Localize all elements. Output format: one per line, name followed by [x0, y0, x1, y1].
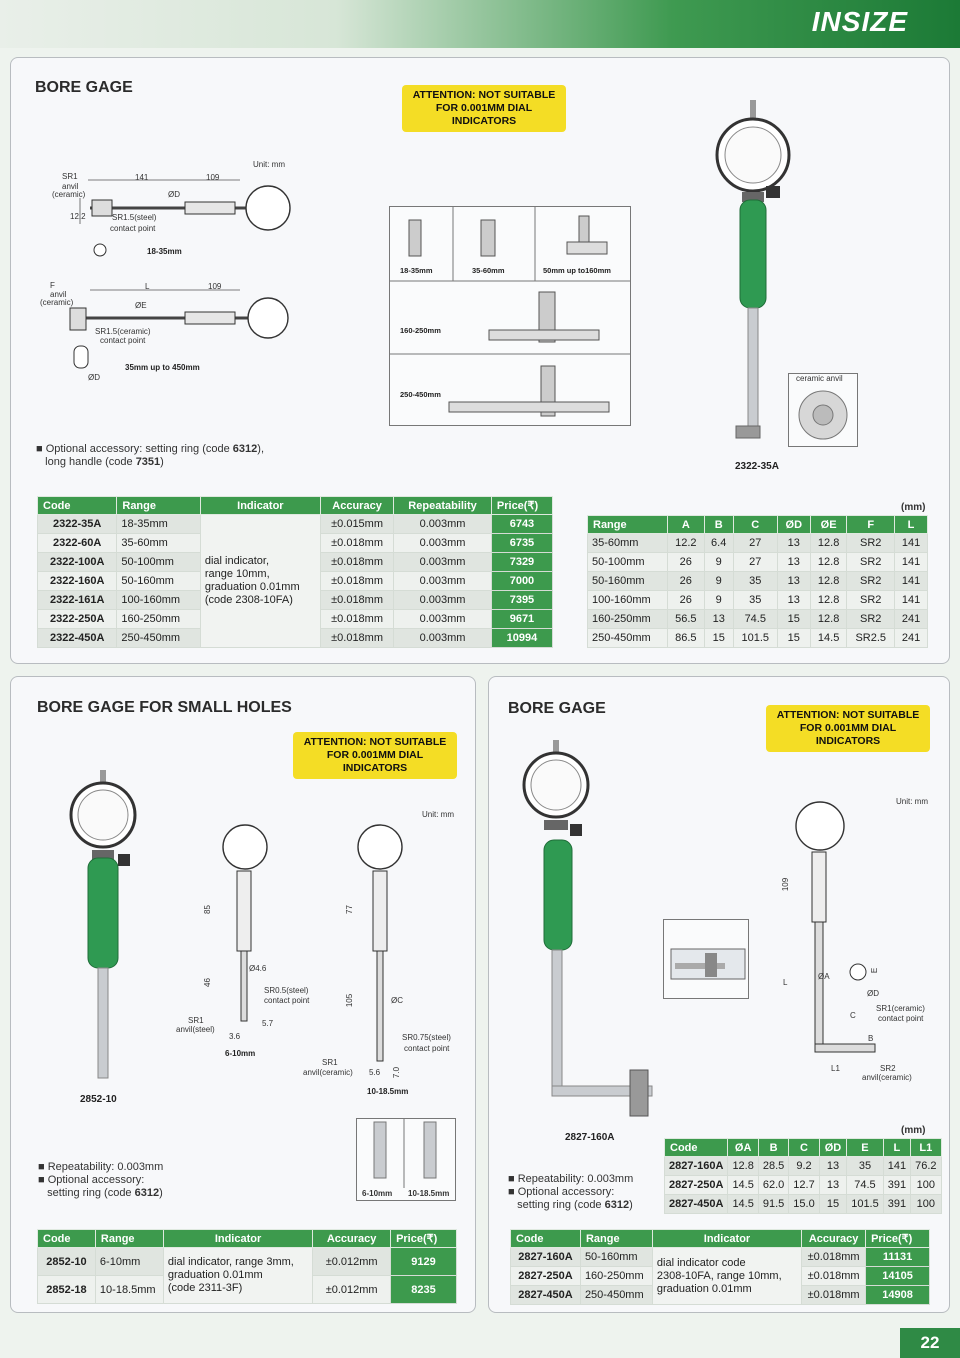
- dim-unit-label-3: (mm): [901, 1125, 926, 1136]
- table-row: [588, 591, 928, 610]
- unit-label-2: Unit: mm: [422, 810, 454, 819]
- cell-range: 250-450mm: [117, 629, 200, 648]
- th-dim: F: [847, 516, 895, 534]
- cell-repeat: 0.003mm: [394, 534, 492, 553]
- cell: 15: [819, 1195, 847, 1214]
- cell: 13: [704, 610, 733, 629]
- cell: 27: [733, 553, 777, 572]
- cell-price: 10994: [491, 629, 552, 648]
- attention-badge: ATTENTION: NOT SUITABLE FOR 0.001MM DIAL INDICATORS: [402, 85, 566, 132]
- dim-unit-label: (mm): [901, 502, 926, 513]
- cell: 250-450mm: [588, 629, 668, 648]
- inset-label-10-18: 10-18.5mm: [408, 1189, 450, 1198]
- dimension-table-2827: [664, 1138, 942, 1214]
- dimension-table-2322: [587, 515, 928, 648]
- notes-2827: ■ Repeatability: 0.003mm ■ Optional accessory: setting ring (code 6312): [508, 1173, 634, 1211]
- cell: 9: [704, 553, 733, 572]
- cell: 74.5: [733, 610, 777, 629]
- dim-12: 12.2: [70, 212, 86, 221]
- dim-b: B: [868, 1034, 874, 1043]
- cell-accuracy: ±0.018mm: [320, 534, 393, 553]
- accessory-note: ■ Optional accessory: setting ring (code 6312), long handle (code 7351): [36, 443, 265, 468]
- th-dim: B: [704, 516, 733, 534]
- dim-105: 105: [345, 993, 355, 1008]
- dim-85: 85: [202, 905, 212, 914]
- spec-table-2852: [37, 1229, 457, 1304]
- th-dim: L1: [911, 1139, 941, 1157]
- cell: 35: [733, 572, 777, 591]
- th-price: Price(₹): [491, 497, 552, 515]
- cell: 241: [895, 610, 928, 629]
- cell: 9: [704, 572, 733, 591]
- label-sr075: SR0.75(steel): [402, 1033, 451, 1042]
- product-illustration-2827-160A: [520, 740, 660, 1120]
- cell: 26: [668, 553, 705, 572]
- th-range: Range: [117, 497, 200, 515]
- table-row: [588, 629, 928, 648]
- th-code: Code: [38, 1230, 96, 1248]
- th-code: Code: [38, 497, 117, 515]
- cell: 91.5: [758, 1195, 788, 1214]
- ceramic-anvil-image: [788, 385, 858, 445]
- cell-price: 7395: [491, 591, 552, 610]
- th-dim: ØA: [728, 1139, 758, 1157]
- th-dim: C: [789, 1139, 819, 1157]
- cell-price: 14908: [866, 1286, 930, 1305]
- th-indicator: Indicator: [652, 1230, 801, 1248]
- cell: 50-100mm: [588, 553, 668, 572]
- cell: 86.5: [668, 629, 705, 648]
- cell: 74.5: [847, 1176, 884, 1195]
- inset-label-6-10: 6-10mm: [362, 1189, 393, 1198]
- label-anvil: anvil: [62, 182, 79, 191]
- th-dim: C: [733, 516, 777, 534]
- cell: 13: [819, 1176, 847, 1195]
- brand-logo: INSIZE: [811, 6, 908, 37]
- th-range: Range: [95, 1230, 163, 1248]
- cell-range: 50-160mm: [117, 572, 200, 591]
- th-dim: ØE: [810, 516, 847, 534]
- cell: 35: [733, 591, 777, 610]
- cell-range: 50-160mm: [580, 1248, 652, 1267]
- label-contact-4: contact point: [404, 1044, 450, 1053]
- cell: 12.8: [728, 1157, 758, 1176]
- th-accuracy: Accuracy: [313, 1230, 391, 1248]
- cell: SR2: [847, 610, 895, 629]
- cell: 160-250mm: [588, 610, 668, 629]
- page-number: 22: [900, 1328, 960, 1358]
- label-contact-3: contact point: [264, 996, 310, 1005]
- cell-code: 2322-161A: [38, 591, 117, 610]
- cell: 56.5: [668, 610, 705, 629]
- label-sr15c: SR1.5(ceramic): [95, 327, 151, 336]
- dim-e: E: [870, 967, 880, 974]
- cell: 12.7: [789, 1176, 819, 1195]
- dim-l-3: L: [783, 978, 788, 987]
- cell-code: 2322-35A: [38, 515, 117, 534]
- label-anvil-ceramic: anvil(ceramic): [303, 1068, 353, 1077]
- cell-accuracy: ±0.018mm: [320, 610, 393, 629]
- cell-repeat: 0.003mm: [394, 629, 492, 648]
- label-ceramic2: (ceramic): [40, 298, 74, 307]
- th-range: Range: [580, 1230, 652, 1248]
- cell: 9.2: [789, 1157, 819, 1176]
- cell-price: 7000: [491, 572, 552, 591]
- th-code: Code: [511, 1230, 581, 1248]
- range-6-10: 6-10mm: [225, 1049, 256, 1058]
- cell: SR2: [847, 591, 895, 610]
- cell-price: 11131: [866, 1248, 930, 1267]
- cell-code: 2322-450A: [38, 629, 117, 648]
- attention-badge-3: ATTENTION: NOT SUITABLE FOR 0.001MM DIAL INDICATORS: [766, 705, 930, 752]
- label-sr1-2: SR1: [188, 1016, 204, 1025]
- label-contact: contact point: [110, 224, 156, 233]
- table-row: [588, 572, 928, 591]
- table-row: [588, 610, 928, 629]
- dim-l: L: [145, 282, 150, 291]
- th-dim: L: [883, 1139, 910, 1157]
- dim-phic: ØC: [391, 996, 403, 1005]
- cell: 101.5: [847, 1195, 884, 1214]
- cell: 141: [883, 1157, 910, 1176]
- th-price: Price(₹): [391, 1230, 457, 1248]
- dim-c: C: [850, 1011, 856, 1020]
- cell-price: 9671: [491, 610, 552, 629]
- product-label-2322-35A: 2322-35A: [735, 461, 779, 472]
- table-row: [665, 1176, 942, 1195]
- table-row: [38, 515, 553, 534]
- cell-range: 35-60mm: [117, 534, 200, 553]
- anvil-inset-image: [356, 1118, 456, 1188]
- product-illustration-2852-10: [62, 770, 152, 1090]
- cell: 12.8: [810, 534, 847, 553]
- spec-table-2322: [37, 496, 553, 648]
- cell: 12.8: [810, 591, 847, 610]
- cell: SR2: [847, 534, 895, 553]
- cell: 27: [733, 534, 777, 553]
- dim-141: 141: [135, 173, 149, 182]
- cell: 13: [777, 534, 810, 553]
- notes-small-holes: ■ Repeatability: 0.003mm ■ Optional accessory: setting ring (code 6312): [38, 1161, 164, 1199]
- cell: 26: [668, 572, 705, 591]
- dim-109b: 109: [208, 282, 222, 291]
- cell: 12.2: [668, 534, 705, 553]
- dim-phie: ØE: [135, 301, 147, 310]
- cell: 35: [847, 1157, 884, 1176]
- cell-range: 250-450mm: [580, 1286, 652, 1305]
- cell-accuracy: ±0.018mm: [320, 553, 393, 572]
- cell: SR2: [847, 572, 895, 591]
- label-sr2: SR2: [880, 1064, 896, 1073]
- table-row: [665, 1157, 942, 1176]
- cell: 35-60mm: [588, 534, 668, 553]
- th-price: Price(₹): [866, 1230, 930, 1248]
- cell-code: 2322-100A: [38, 553, 117, 572]
- cell-repeat: 0.003mm: [394, 515, 492, 534]
- section-title-small-holes: BORE GAGE FOR SMALL HOLES: [37, 699, 292, 716]
- label-contact-5: contact point: [878, 1014, 924, 1023]
- cell-repeat: 0.003mm: [394, 591, 492, 610]
- cell-price: 14105: [866, 1267, 930, 1286]
- cell-range: 100-160mm: [117, 591, 200, 610]
- th-dim: ØD: [819, 1139, 847, 1157]
- dim-36: 3.6: [229, 1032, 241, 1041]
- th-dim: E: [847, 1139, 884, 1157]
- table-row: [588, 534, 928, 553]
- cell-repeat: 0.003mm: [394, 610, 492, 629]
- range-10-18: 10-18.5mm: [367, 1087, 409, 1096]
- dim-phi: ØD: [168, 190, 180, 199]
- cell-code: 2852-18: [38, 1276, 96, 1304]
- cell-price: 9129: [391, 1248, 457, 1276]
- head-label-18-35: 18-35mm: [400, 266, 433, 275]
- table-row: [588, 553, 928, 572]
- cell-accuracy: ±0.018mm: [320, 572, 393, 591]
- unit-label-3: Unit: mm: [896, 797, 928, 806]
- cell-code: 2322-160A: [38, 572, 117, 591]
- th-repeat: Repeatability: [394, 497, 492, 515]
- header-bar: [0, 0, 960, 48]
- cell: 2827-250A: [665, 1176, 728, 1195]
- label-contact2: contact point: [100, 336, 146, 345]
- dim-77: 77: [344, 905, 354, 914]
- cell: 14.5: [728, 1195, 758, 1214]
- measurement-inset-image: [663, 919, 749, 999]
- cell-code: 2827-250A: [511, 1267, 581, 1286]
- label-sr1-3: SR1: [322, 1058, 338, 1067]
- cell: 9: [704, 591, 733, 610]
- cell-range: 160-250mm: [580, 1267, 652, 1286]
- product-label-2827-160A: 2827-160A: [565, 1132, 615, 1143]
- cell-indicator: dial indicator, range 10mm, graduation 0.01mm (code 2308-10FA): [200, 515, 320, 648]
- cell-code: 2322-60A: [38, 534, 117, 553]
- cell-range: 50-100mm: [117, 553, 200, 572]
- cell: 13: [777, 572, 810, 591]
- cell: SR2: [847, 553, 895, 572]
- cell-accuracy: ±0.018mm: [320, 591, 393, 610]
- product-label-2852-10: 2852-10: [80, 1094, 117, 1105]
- th-dim: Code: [665, 1139, 728, 1157]
- cell-accuracy: ±0.012mm: [313, 1248, 391, 1276]
- cell-accuracy: ±0.015mm: [320, 515, 393, 534]
- cell: 13: [819, 1157, 847, 1176]
- th-dim: B: [758, 1139, 788, 1157]
- cell: 141: [895, 553, 928, 572]
- label-sr1: SR1: [62, 172, 78, 181]
- head-label-250-450: 250-450mm: [400, 390, 441, 399]
- cell-code: 2827-450A: [511, 1286, 581, 1305]
- cell-code: 2852-10: [38, 1248, 96, 1276]
- cell-indicator: dial indicator, range 3mm, graduation 0.01mm (code 2311-3F): [163, 1248, 312, 1304]
- cell: 391: [883, 1176, 910, 1195]
- cell: 100: [911, 1195, 941, 1214]
- label-anvil2: anvil: [50, 290, 67, 299]
- diagram-10-18mm: [350, 815, 410, 1075]
- cell: 13: [777, 591, 810, 610]
- label-sr15: SR1.5(steel): [112, 213, 157, 222]
- dim-57: 5.7: [262, 1019, 274, 1028]
- cell-code: 2827-160A: [511, 1248, 581, 1267]
- label-sr1-ceramic: SR1(ceramic): [876, 1004, 925, 1013]
- head-label-35-60: 35-60mm: [472, 266, 505, 275]
- cell: 12.8: [810, 553, 847, 572]
- cell: 14.5: [728, 1176, 758, 1195]
- dim-phid-3: ØD: [867, 989, 879, 998]
- cell-price: 6735: [491, 534, 552, 553]
- cell: 12.8: [810, 610, 847, 629]
- attention-badge-2: ATTENTION: NOT SUITABLE FOR 0.001MM DIAL INDICATORS: [293, 732, 457, 779]
- cell: 6.4: [704, 534, 733, 553]
- cell: 2827-160A: [665, 1157, 728, 1176]
- cell: 62.0: [758, 1176, 788, 1195]
- th-dim: ØD: [777, 516, 810, 534]
- dim-46: 46: [202, 978, 212, 987]
- cell-accuracy: ±0.018mm: [802, 1286, 866, 1305]
- ceramic-anvil-label: ceramic anvil: [796, 374, 843, 383]
- th-dim: L: [895, 516, 928, 534]
- table-row: [38, 1248, 457, 1276]
- cell-price: 7329: [491, 553, 552, 572]
- dim-phia: ØA: [818, 972, 830, 981]
- cell: 50-160mm: [588, 572, 668, 591]
- th-dim: A: [668, 516, 705, 534]
- cell-accuracy: ±0.018mm: [802, 1267, 866, 1286]
- cell: 15: [777, 610, 810, 629]
- cell: 241: [895, 629, 928, 648]
- th-indicator: Indicator: [200, 497, 320, 515]
- cell-price: 8235: [391, 1276, 457, 1304]
- cell: SR2.5: [847, 629, 895, 648]
- cell-range: 160-250mm: [117, 610, 200, 629]
- table-row: [665, 1195, 942, 1214]
- head-label-50-160: 50mm up to160mm: [543, 266, 611, 275]
- label-sr05: SR0.5(steel): [264, 986, 309, 995]
- cell-range: 18-35mm: [117, 515, 200, 534]
- cell: 76.2: [911, 1157, 941, 1176]
- spec-table-2827: [510, 1229, 930, 1305]
- th-dim: Range: [588, 516, 668, 534]
- th-accuracy: Accuracy: [802, 1230, 866, 1248]
- diagram-2827: [780, 790, 920, 1080]
- cell-range: 6-10mm: [95, 1248, 163, 1276]
- unit-label: Unit: mm: [253, 160, 285, 169]
- table-row: [511, 1248, 930, 1267]
- cell: 2827-450A: [665, 1195, 728, 1214]
- cell: 26: [668, 591, 705, 610]
- section-title-bore-gage: BORE GAGE: [35, 79, 133, 96]
- cell-range: 10-18.5mm: [95, 1276, 163, 1304]
- dim-109: 109: [206, 173, 220, 182]
- cell-code: 2322-250A: [38, 610, 117, 629]
- cell: 100: [911, 1176, 941, 1195]
- cell-repeat: 0.003mm: [394, 572, 492, 591]
- label-anvil-steel: anvil(steel): [176, 1025, 215, 1034]
- cell: 15: [777, 629, 810, 648]
- range-18-35: 18-35mm: [147, 247, 182, 256]
- cell: 141: [895, 572, 928, 591]
- range-35-450: 35mm up to 450mm: [125, 363, 200, 372]
- diagram-6-10mm: [202, 815, 285, 1045]
- cell-indicator: dial indicator code 2308-10FA, range 10mm, graduation 0.01mm: [652, 1248, 801, 1305]
- cell-accuracy: ±0.018mm: [802, 1248, 866, 1267]
- cell: 15.0: [789, 1195, 819, 1214]
- cell: 15: [704, 629, 733, 648]
- cell: 141: [895, 534, 928, 553]
- section-title-bore-gage-2: BORE GAGE: [508, 700, 606, 717]
- cell-accuracy: ±0.018mm: [320, 629, 393, 648]
- cell: 28.5: [758, 1157, 788, 1176]
- dim-109-3: 109: [781, 877, 791, 892]
- dim-l1: L1: [831, 1064, 840, 1073]
- head-label-160-250: 160-250mm: [400, 326, 441, 335]
- dim-56: 5.6: [369, 1068, 381, 1077]
- dim-70: 7.0: [392, 1066, 402, 1079]
- dim-phid: ØD: [88, 373, 100, 382]
- cell: 12.8: [810, 572, 847, 591]
- th-accuracy: Accuracy: [320, 497, 393, 515]
- dim-phi46: Ø4.6: [249, 964, 267, 973]
- cell-price: 6743: [491, 515, 552, 534]
- cell: 100-160mm: [588, 591, 668, 610]
- cell: 141: [895, 591, 928, 610]
- label-ceramic: (ceramic): [52, 190, 86, 199]
- cell: 14.5: [810, 629, 847, 648]
- cell-accuracy: ±0.012mm: [313, 1276, 391, 1304]
- cell-repeat: 0.003mm: [394, 553, 492, 572]
- cell: 391: [883, 1195, 910, 1214]
- label-f: F: [50, 281, 55, 290]
- cell: 101.5: [733, 629, 777, 648]
- cell: 13: [777, 553, 810, 572]
- label-anvil-ceramic-3: anvil(ceramic): [862, 1073, 912, 1082]
- th-indicator: Indicator: [163, 1230, 312, 1248]
